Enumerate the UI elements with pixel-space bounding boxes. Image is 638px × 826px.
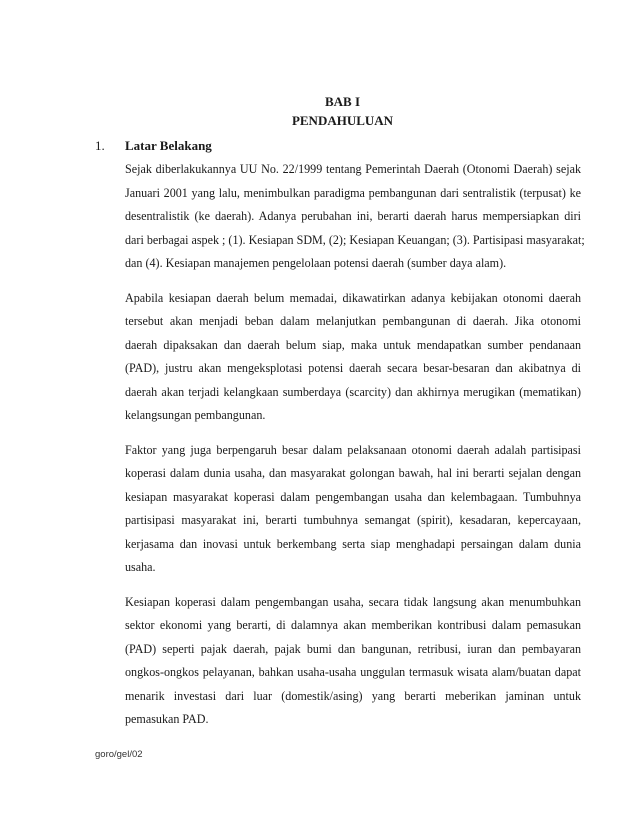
paragraph-line: Sejak diberlakukannya UU No. 22/1999 tentang Pemerintah Daerah (Otonomi Daerah) sejak xyxy=(125,162,581,176)
paragraph-line: daerah akan terjadi kelangkaan sumberdaya (scarcity) dan akhirnya merugikan (mematikan) xyxy=(125,384,581,399)
section-title: Latar Belakang xyxy=(125,138,212,153)
paragraph xyxy=(125,591,581,732)
paragraph xyxy=(125,158,585,276)
paragraph-line: usaha. xyxy=(125,560,156,574)
paragraph xyxy=(125,287,581,428)
paragraph-line: Januari 2001 yang lalu, menimbulkan paradigma pembangunan dari sentralistik (terpusat) ke xyxy=(125,185,581,200)
paragraph xyxy=(125,439,581,580)
chapter-heading xyxy=(200,92,485,130)
footer-code: goro/gel/02 xyxy=(95,749,143,760)
paragraph-line: Faktor yang juga berpengaruh besar dalam pelaksanaan otonomi daerah adalah partisipasi xyxy=(125,442,581,457)
paragraph-line: tersebut akan menjadi beban dalam melanjutkan pembangunan di daerah. Jika otonomi xyxy=(125,314,581,328)
paragraph-line: sektor ekonomi yang berarti, di dalamnya akan memberikan kontribusi dalam pemasukan xyxy=(125,618,581,632)
paragraph-line: desentralistik (ke daerah). Adanya perubahan ini, berarti daerah harus mempersiapkan diri xyxy=(125,209,581,223)
paragraph-line: kesiapan masyarakat koperasi dalam pengembangan usaha dan kelembagaan. Tumbuhnya xyxy=(125,489,581,504)
chapter-title: PENDAHULUAN xyxy=(291,113,394,128)
paragraph-line: (PAD), justru akan mengeksplotasi potensi daerah secara besar-besaran dan akibatnya di xyxy=(125,361,581,375)
paragraph-line: dari berbagai aspek ; (1). Kesiapan SDM, (2); Kesiapan Keuangan; (3). Partisipasi masyarakat; xyxy=(125,232,585,247)
section-body xyxy=(125,158,585,743)
paragraph-line: daerah dipaksakan dan daerah belum siap, maka untuk mendapatkan sumber pendanaan xyxy=(125,337,581,352)
paragraph-line: kerjasama dan inovasi untuk berkembang serta siap menghadapi persaingan dalam dunia xyxy=(125,536,581,551)
paragraph-line: partisipasi masyarakat ini, berarti tumbuhnya semangat (spirit), kesadaran, kepercayaan, xyxy=(125,513,581,527)
section-number: 1. xyxy=(95,138,105,153)
section-heading xyxy=(95,137,212,155)
paragraph-line: (PAD) seperti pajak daerah, pajak bumi dan bangunan, retribusi, iuran dan pembayaran xyxy=(125,641,581,656)
paragraph-line: Apabila kesiapan daerah belum memadai, dikawatirkan adanya kebijakan otonomi daerah xyxy=(125,290,581,305)
paragraph-line: menarik investasi dari luar (domestik/asing) yang berarti meberikan jaminan untuk xyxy=(125,688,581,703)
paragraph-line: Kesiapan koperasi dalam pengembangan usaha, secara tidak langsung akan menumbuhkan xyxy=(125,594,581,609)
paragraph-line: ongkos-ongkos pelayanan, bahkan usaha-usaha unggulan termasuk wisata alam/buatan dapat xyxy=(125,665,581,679)
paragraph-line: kelangsungan pembangunan. xyxy=(125,408,266,422)
paragraph-line: dan (4). Kesiapan manajemen pengelolaan potensi daerah (sumber daya alam). xyxy=(125,256,507,270)
paragraph-line: koperasi dalam dunia usaha, dan masyarakat golongan bawah, hal ini berarti sejalan dengan xyxy=(125,466,581,480)
paragraph-line: pemasukan PAD. xyxy=(125,712,209,726)
chapter-label: BAB I xyxy=(324,94,361,109)
